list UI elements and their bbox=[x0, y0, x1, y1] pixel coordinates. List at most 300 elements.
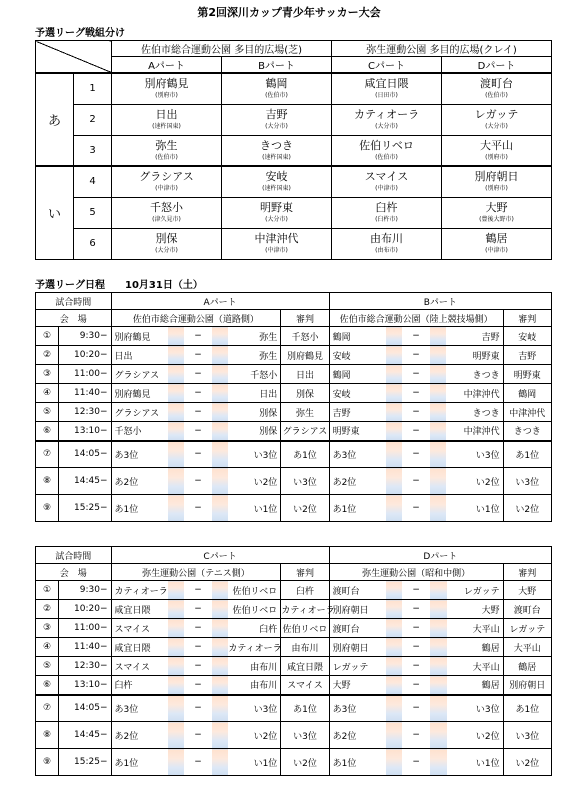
match-time: 13:10− bbox=[59, 422, 111, 441]
score-cell bbox=[212, 657, 229, 676]
team-name: 由布川 bbox=[370, 232, 404, 245]
score-cell bbox=[168, 384, 185, 403]
score-cell bbox=[386, 619, 403, 638]
away-team: 大野 bbox=[447, 600, 504, 619]
referee-team: い3位 bbox=[281, 468, 329, 495]
score-cell bbox=[386, 676, 403, 695]
score-cell bbox=[430, 346, 447, 365]
team-name: 大平山 bbox=[480, 138, 514, 152]
referee-team: 日出 bbox=[281, 365, 329, 384]
vs-dash: − bbox=[402, 619, 429, 638]
venue-header: 佐伯市総合運動公園 多目的広場(芝) bbox=[112, 41, 332, 57]
score-cell bbox=[212, 403, 229, 422]
venue-name: 弥生運動公園（昭和中側） bbox=[329, 564, 503, 581]
score-cell bbox=[168, 749, 185, 776]
team-city: (別府市) bbox=[485, 153, 508, 161]
team-city: (中津市) bbox=[265, 247, 288, 254]
score-cell bbox=[212, 619, 229, 638]
match-row bbox=[36, 581, 552, 600]
away-team: い3位 bbox=[446, 441, 503, 468]
match-row bbox=[36, 441, 552, 468]
vs-dash: − bbox=[402, 384, 429, 403]
vs-dash: − bbox=[184, 581, 211, 600]
venue-header: 弥生運動公園 多目的広場(クレイ) bbox=[332, 41, 552, 57]
team-name: 別府朝日 bbox=[474, 170, 519, 184]
match-number: ⑨ bbox=[36, 749, 59, 776]
vs-dash: − bbox=[184, 346, 211, 365]
home-team: あ2位 bbox=[329, 722, 386, 749]
home-team: あ3位 bbox=[329, 441, 386, 468]
away-team: きつき bbox=[446, 365, 503, 384]
vs-dash: − bbox=[184, 695, 211, 722]
score-cell bbox=[168, 327, 185, 346]
away-team: 由布川 bbox=[228, 657, 280, 676]
team-cell bbox=[112, 73, 222, 104]
score-cell bbox=[430, 657, 447, 676]
home-team: あ3位 bbox=[111, 695, 168, 722]
match-time: 14:05− bbox=[59, 441, 111, 468]
score-cell bbox=[386, 468, 403, 495]
vs-dash: − bbox=[402, 722, 429, 749]
away-team: カティオーラ bbox=[228, 638, 280, 657]
match-number: ⑦ bbox=[36, 695, 59, 722]
match-row bbox=[36, 346, 552, 365]
score-cell bbox=[430, 495, 447, 522]
score-cell bbox=[386, 422, 403, 441]
team-cell bbox=[222, 73, 332, 104]
referee-header: 審判 bbox=[281, 564, 329, 581]
team-city: (日田市) bbox=[375, 92, 398, 100]
match-time: 13:10− bbox=[59, 676, 111, 695]
team-city: (別府市) bbox=[155, 92, 178, 100]
score-cell bbox=[386, 495, 403, 522]
score-cell bbox=[430, 403, 447, 422]
score-cell bbox=[386, 749, 403, 776]
vs-dash: − bbox=[184, 600, 211, 619]
team-name: 千怒小 bbox=[150, 201, 183, 214]
score-cell bbox=[212, 422, 229, 441]
match-time: 9:30− bbox=[59, 581, 111, 600]
home-team: あ1位 bbox=[329, 749, 386, 776]
match-time: 10:20− bbox=[59, 600, 111, 619]
match-number: ⑧ bbox=[36, 722, 59, 749]
team-cell bbox=[442, 228, 552, 259]
team-name: 吉野 bbox=[265, 108, 288, 121]
away-team: 中津沖代 bbox=[446, 384, 503, 403]
team-city: (速杵国東) bbox=[262, 185, 291, 193]
away-team: 佐伯リベロ bbox=[228, 600, 280, 619]
match-time: 11:40− bbox=[59, 384, 111, 403]
team-city: (豊後大野市) bbox=[479, 216, 514, 223]
score-cell bbox=[386, 581, 403, 600]
team-cell bbox=[442, 166, 552, 197]
group-row bbox=[36, 135, 552, 166]
vs-dash: − bbox=[402, 600, 429, 619]
match-number: ⑤ bbox=[36, 403, 59, 422]
group-row bbox=[36, 104, 552, 135]
away-team: 明野東 bbox=[446, 346, 503, 365]
match-number: ② bbox=[36, 600, 59, 619]
group-row bbox=[36, 166, 552, 197]
row-number: 5 bbox=[74, 197, 112, 228]
away-team: 大平山 bbox=[447, 619, 504, 638]
score-cell bbox=[212, 638, 229, 657]
team-cell bbox=[222, 166, 332, 197]
score-cell bbox=[386, 600, 403, 619]
away-team: 日出 bbox=[228, 384, 280, 403]
match-time: 15:25− bbox=[59, 749, 111, 776]
referee-team: あ1位 bbox=[281, 695, 329, 722]
away-team: い3位 bbox=[228, 695, 280, 722]
score-cell bbox=[386, 327, 403, 346]
part-header: Cパート bbox=[111, 547, 329, 564]
vs-dash: − bbox=[402, 657, 429, 676]
team-cell bbox=[442, 104, 552, 135]
home-team: カティオーラ bbox=[111, 581, 168, 600]
vs-dash: − bbox=[184, 441, 211, 468]
team-cell bbox=[332, 135, 442, 166]
vs-dash: − bbox=[402, 346, 429, 365]
vs-dash: − bbox=[402, 327, 429, 346]
score-cell bbox=[386, 384, 403, 403]
referee-team: 別府鶴見 bbox=[281, 346, 329, 365]
match-row bbox=[36, 422, 552, 441]
team-name: 鶴岡 bbox=[265, 77, 288, 91]
team-name: カティオーラ bbox=[353, 108, 420, 121]
team-name: グラシアス bbox=[139, 170, 194, 184]
score-cell bbox=[430, 422, 447, 441]
score-cell bbox=[168, 365, 185, 384]
away-team: 吉野 bbox=[446, 327, 503, 346]
referee-team: 臼杵 bbox=[281, 581, 329, 600]
referee-team: あ1位 bbox=[503, 441, 551, 468]
team-city: (大分市) bbox=[485, 123, 508, 130]
home-team: 別府鶴見 bbox=[111, 327, 168, 346]
home-team: あ1位 bbox=[111, 749, 168, 776]
score-cell bbox=[168, 403, 185, 422]
home-team: 渡町台 bbox=[329, 581, 386, 600]
away-team: い3位 bbox=[228, 441, 280, 468]
vs-dash: − bbox=[184, 495, 211, 522]
home-team: 別府朝日 bbox=[329, 638, 386, 657]
referee-team: い2位 bbox=[503, 495, 551, 522]
time-header: 試合時間 bbox=[36, 547, 112, 564]
corner-cell bbox=[36, 41, 112, 74]
match-time: 14:45− bbox=[59, 722, 111, 749]
vs-dash: − bbox=[184, 722, 211, 749]
vs-dash: − bbox=[184, 365, 211, 384]
away-team: レガッテ bbox=[447, 581, 504, 600]
team-name: 別保 bbox=[155, 232, 178, 245]
vs-dash: − bbox=[402, 403, 429, 422]
team-city: (大分市) bbox=[155, 247, 178, 254]
team-name: 佐伯リベロ bbox=[359, 138, 414, 152]
row-number: 1 bbox=[74, 73, 112, 104]
referee-team: い2位 bbox=[281, 749, 329, 776]
home-team: 別府朝日 bbox=[329, 600, 386, 619]
away-team: 佐伯リベロ bbox=[228, 581, 280, 600]
grouping-table bbox=[35, 40, 552, 260]
team-name: スマイス bbox=[364, 170, 409, 184]
match-number: ⑦ bbox=[36, 441, 59, 468]
match-number: ③ bbox=[36, 619, 59, 638]
team-name: きつき bbox=[260, 138, 293, 152]
match-row bbox=[36, 657, 552, 676]
referee-header: 審判 bbox=[281, 310, 329, 327]
part-header: Aパート bbox=[112, 57, 222, 74]
home-team: 大野 bbox=[329, 676, 386, 695]
team-name: 渡町台 bbox=[480, 77, 514, 91]
away-team: い2位 bbox=[228, 722, 280, 749]
schedule-table-cd bbox=[35, 546, 552, 776]
match-time: 14:45− bbox=[59, 468, 111, 495]
team-name: 臼杵 bbox=[375, 201, 398, 214]
team-name: 大野 bbox=[485, 201, 508, 214]
group-row bbox=[36, 197, 552, 228]
away-team: 千怒小 bbox=[228, 365, 280, 384]
team-cell bbox=[332, 104, 442, 135]
team-city: (佐伯市) bbox=[265, 92, 288, 100]
score-cell bbox=[430, 365, 447, 384]
team-city: (津久見市) bbox=[152, 216, 181, 223]
score-cell bbox=[168, 468, 185, 495]
score-cell bbox=[212, 384, 229, 403]
row-number: 6 bbox=[74, 228, 112, 259]
vs-dash: − bbox=[184, 403, 211, 422]
team-city: (大分市) bbox=[265, 123, 288, 130]
vs-dash: − bbox=[184, 468, 211, 495]
venue-name: 佐伯市総合運動公園（陸上競技場側） bbox=[329, 310, 503, 327]
score-cell bbox=[430, 468, 447, 495]
group-row bbox=[36, 228, 552, 259]
score-cell bbox=[386, 403, 403, 422]
part-header: Aパート bbox=[111, 293, 329, 310]
referee-team: 別保 bbox=[281, 384, 329, 403]
page-title: 第2回深川カップ青少年サッカー大会 bbox=[197, 6, 381, 19]
team-cell bbox=[222, 135, 332, 166]
score-cell bbox=[386, 365, 403, 384]
referee-team: 佐伯リベロ bbox=[281, 619, 329, 638]
score-cell bbox=[430, 638, 447, 657]
referee-team: 鶴居 bbox=[503, 657, 551, 676]
home-team: 明野東 bbox=[329, 422, 386, 441]
vs-dash: − bbox=[184, 676, 211, 695]
match-row bbox=[36, 384, 552, 403]
match-row bbox=[36, 722, 552, 749]
venue-header: 会 場 bbox=[36, 564, 112, 581]
home-team: スマイス bbox=[111, 619, 168, 638]
referee-team: きつき bbox=[503, 422, 551, 441]
match-time: 11:00− bbox=[59, 365, 111, 384]
home-team: 鶴岡 bbox=[329, 327, 386, 346]
referee-team: 弥生 bbox=[281, 403, 329, 422]
match-row bbox=[36, 619, 552, 638]
away-team: 別保 bbox=[228, 403, 280, 422]
home-team: 吉野 bbox=[329, 403, 386, 422]
match-time: 10:20− bbox=[59, 346, 111, 365]
home-team: 咸宜日隈 bbox=[111, 638, 168, 657]
team-city: (臼杵市) bbox=[375, 216, 398, 223]
home-team: 渡町台 bbox=[329, 619, 386, 638]
team-city: (中津市) bbox=[485, 247, 508, 254]
referee-team: レガッテ bbox=[503, 619, 551, 638]
team-city: (速杵国東) bbox=[152, 123, 181, 130]
score-cell bbox=[168, 581, 185, 600]
team-name: 中津沖代 bbox=[254, 232, 299, 245]
score-cell bbox=[212, 749, 229, 776]
away-team: 由布川 bbox=[228, 676, 280, 695]
referee-header: 審判 bbox=[503, 564, 551, 581]
score-cell bbox=[212, 676, 229, 695]
home-team: あ3位 bbox=[111, 441, 168, 468]
match-time: 11:00− bbox=[59, 619, 111, 638]
referee-team: い2位 bbox=[281, 495, 329, 522]
score-cell bbox=[168, 657, 185, 676]
team-city: (速杵国東) bbox=[262, 153, 291, 161]
away-team: い1位 bbox=[228, 749, 280, 776]
team-city: (大分市) bbox=[265, 216, 288, 223]
match-row bbox=[36, 403, 552, 422]
away-team: 中津沖代 bbox=[446, 422, 503, 441]
match-number: ⑧ bbox=[36, 468, 59, 495]
referee-team: い3位 bbox=[281, 722, 329, 749]
score-cell bbox=[212, 441, 229, 468]
match-time: 14:05− bbox=[59, 695, 111, 722]
referee-team: 渡町台 bbox=[503, 600, 551, 619]
part-header: Dパート bbox=[329, 547, 551, 564]
referee-team: い2位 bbox=[503, 749, 551, 776]
match-time: 15:25− bbox=[59, 495, 111, 522]
home-team: あ1位 bbox=[329, 495, 386, 522]
team-cell bbox=[222, 104, 332, 135]
score-cell bbox=[430, 749, 447, 776]
score-cell bbox=[168, 619, 185, 638]
score-cell bbox=[168, 441, 185, 468]
match-time: 9:30− bbox=[59, 327, 111, 346]
away-team: 別保 bbox=[228, 422, 280, 441]
score-cell bbox=[386, 695, 403, 722]
vs-dash: − bbox=[402, 695, 429, 722]
home-team: 臼杵 bbox=[111, 676, 168, 695]
team-city: (中津市) bbox=[375, 185, 398, 193]
vs-dash: − bbox=[402, 749, 429, 776]
score-cell bbox=[212, 495, 229, 522]
away-team: い1位 bbox=[447, 749, 504, 776]
away-team: 大平山 bbox=[447, 657, 504, 676]
score-cell bbox=[168, 346, 185, 365]
vs-dash: − bbox=[402, 422, 429, 441]
referee-team: グラシアス bbox=[281, 422, 329, 441]
score-cell bbox=[430, 695, 447, 722]
referee-team: 安岐 bbox=[503, 327, 551, 346]
referee-team: スマイス bbox=[281, 676, 329, 695]
row-number: 3 bbox=[74, 135, 112, 166]
vs-dash: − bbox=[184, 619, 211, 638]
score-cell bbox=[430, 676, 447, 695]
venue-header: 会 場 bbox=[36, 310, 112, 327]
referee-team: 別府朝日 bbox=[503, 676, 551, 695]
vs-dash: − bbox=[402, 468, 429, 495]
score-cell bbox=[168, 422, 185, 441]
match-row bbox=[36, 495, 552, 522]
vs-dash: − bbox=[184, 384, 211, 403]
part-header: Bパート bbox=[329, 293, 551, 310]
part-header: Dパート bbox=[442, 57, 552, 74]
away-team: 弥生 bbox=[228, 327, 280, 346]
vs-dash: − bbox=[184, 657, 211, 676]
team-cell bbox=[332, 73, 442, 104]
score-cell bbox=[430, 722, 447, 749]
match-number: ① bbox=[36, 581, 59, 600]
home-team: 咸宜日隈 bbox=[111, 600, 168, 619]
score-cell bbox=[212, 365, 229, 384]
part-header: Bパート bbox=[222, 57, 332, 74]
vs-dash: − bbox=[184, 327, 211, 346]
vs-dash: − bbox=[184, 422, 211, 441]
referee-team: 由布川 bbox=[281, 638, 329, 657]
score-cell bbox=[430, 327, 447, 346]
home-team: あ2位 bbox=[111, 468, 168, 495]
score-cell bbox=[430, 581, 447, 600]
group-row bbox=[36, 73, 552, 104]
schedule-label: 予選リーグ日程 10月31日（土） bbox=[35, 280, 203, 291]
team-cell bbox=[332, 197, 442, 228]
referee-team: カティオーラ bbox=[281, 600, 329, 619]
match-row bbox=[36, 638, 552, 657]
match-number: ② bbox=[36, 346, 59, 365]
score-cell bbox=[212, 600, 229, 619]
away-team: 鶴居 bbox=[447, 676, 504, 695]
vs-dash: − bbox=[402, 495, 429, 522]
match-row bbox=[36, 600, 552, 619]
vs-dash: − bbox=[402, 441, 429, 468]
vs-dash: − bbox=[402, 581, 429, 600]
score-cell bbox=[430, 600, 447, 619]
away-team: きつき bbox=[446, 403, 503, 422]
team-name: 咸宜日隈 bbox=[364, 77, 409, 91]
vs-dash: − bbox=[402, 676, 429, 695]
match-row bbox=[36, 749, 552, 776]
score-cell bbox=[212, 327, 229, 346]
team-city: (大分市) bbox=[375, 123, 398, 130]
referee-header: 審判 bbox=[503, 310, 551, 327]
home-team: 日出 bbox=[111, 346, 168, 365]
team-cell bbox=[442, 135, 552, 166]
team-city: (佐伯市) bbox=[375, 153, 398, 161]
score-cell bbox=[212, 581, 229, 600]
home-team: グラシアス bbox=[111, 403, 168, 422]
referee-team: 吉野 bbox=[503, 346, 551, 365]
schedule-table-ab bbox=[35, 292, 552, 522]
team-cell bbox=[112, 228, 222, 259]
team-city: (別府市) bbox=[485, 185, 508, 193]
team-cell bbox=[112, 135, 222, 166]
referee-team: 明野東 bbox=[503, 365, 551, 384]
score-cell bbox=[386, 441, 403, 468]
vs-dash: − bbox=[402, 365, 429, 384]
team-cell bbox=[112, 104, 222, 135]
score-cell bbox=[386, 657, 403, 676]
score-cell bbox=[430, 441, 447, 468]
match-row bbox=[36, 327, 552, 346]
group-name: い bbox=[36, 166, 74, 259]
home-team: 別府鶴見 bbox=[111, 384, 168, 403]
score-cell bbox=[168, 722, 185, 749]
referee-team: 大野 bbox=[503, 581, 551, 600]
score-cell bbox=[212, 722, 229, 749]
vs-dash: − bbox=[402, 638, 429, 657]
match-row bbox=[36, 365, 552, 384]
